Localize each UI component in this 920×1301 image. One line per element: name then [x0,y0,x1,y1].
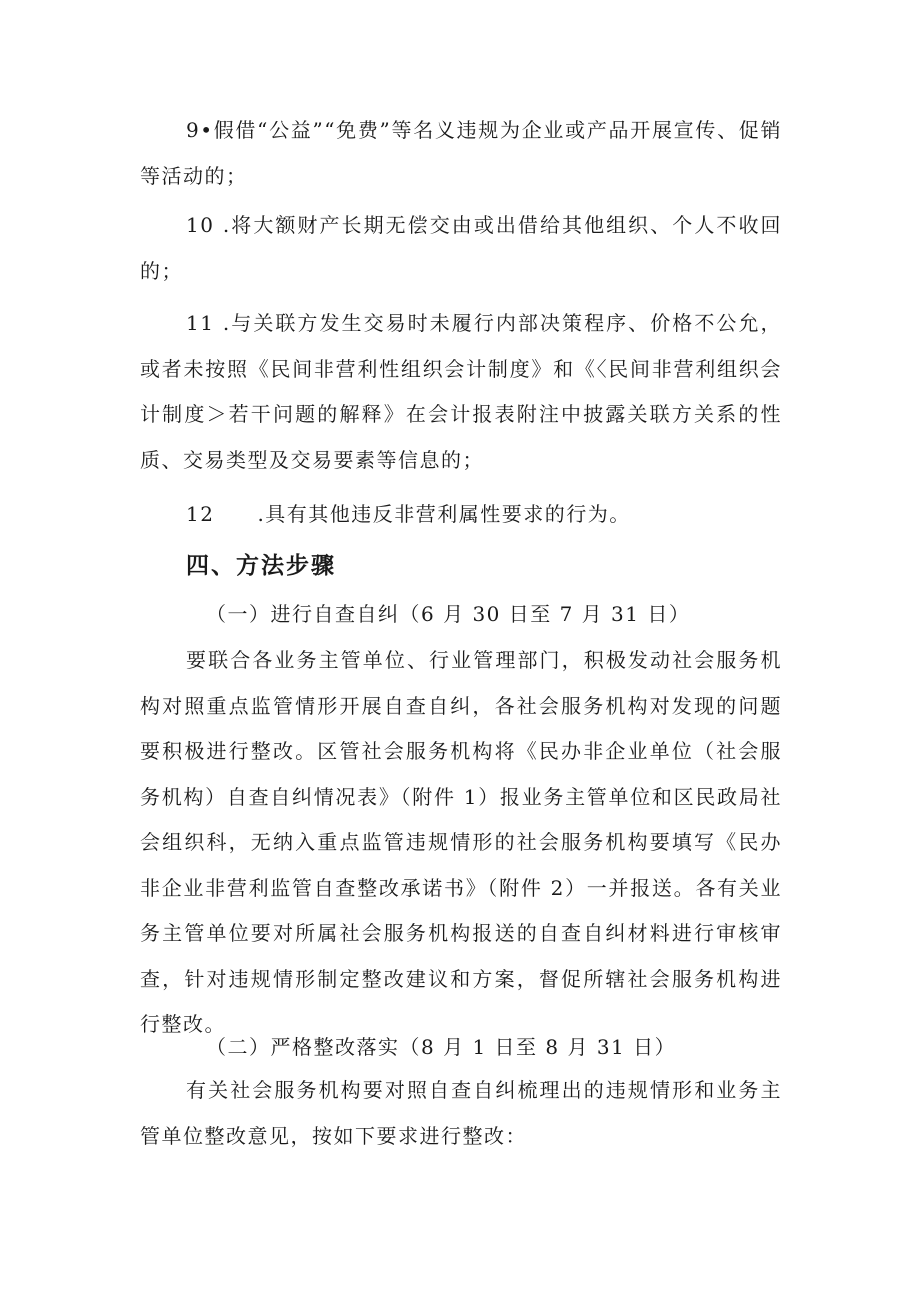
paragraph-item-11: 11 .与关联方发生交易时未履行内部决策程序、价格不公允，或者未按照《民间非营利性组织会计制度》和《〈民间非营利组织会计制度＞若干问题的解释》在会计报表附注中披露关联方关系的性质、交易类型及交易要素等信息的； [140,311,782,472]
step-2-heading: （二）严格整改落实（8 月 1 日至 8 月 31 日） [206,1035,677,1059]
paragraph-item-12: 12 .具有其他违反非营利属性要求的行为。 [186,502,631,526]
step-2-body: 有关社会服务机构要对照自查自纠梳理出的违规情形和业务主管单位整改意见，按如下要求进行整改： [140,1078,782,1148]
step-1-heading: （一）进行自查自纠（6 月 30 日至 7 月 31 日） [206,602,691,626]
paragraph-item-9: 9•假借“公益”“免费”等名义违规为企业或产品开展宣传、促销等活动的； [140,118,782,188]
step-1-body: 要联合各业务主管单位、行业管理部门，积极发动社会服务机构对照重点监管情形开展自查自纠，各社会服务机构对发现的问题要积极进行整改。区管社会服务机构将《民办非企业单位（社会服务机构）自查自纠情况表》（附件 1）报业务主管单位和区民政局社会组织科，无纳入重点监管违规情形的社会服务机构要填写《民办非企业非营利监管自查整改承诺书》（附件 2）一并报送。各有关业务主管单位要对所属社会服务机构报送的自查自纠材料进行审核审查，针对违规情形制定整改建议和方案，督促所辖社会服务机构进行整改。 [140,648,782,1036]
section-heading-methods: 四、方法步骤 [186,553,336,579]
paragraph-item-10: 10 .将大额财产长期无偿交由或出借给其他组织、个人不收回的； [140,213,782,283]
